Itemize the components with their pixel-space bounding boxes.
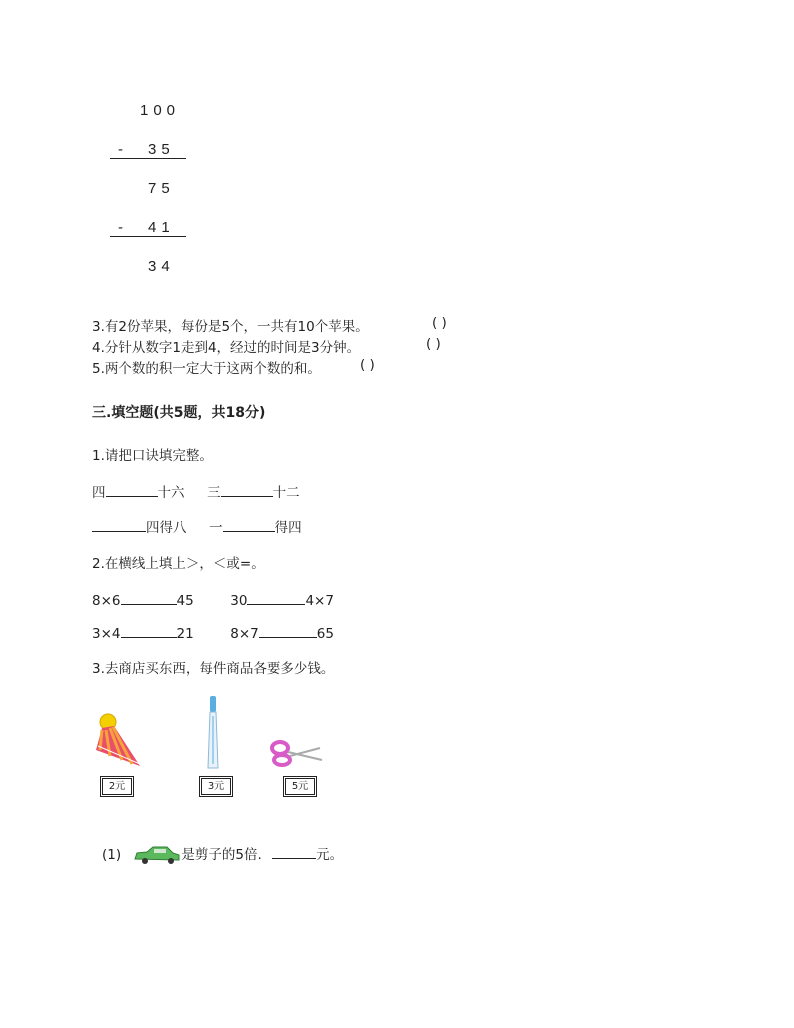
calc-row-1: 100 (140, 102, 181, 119)
q2-expr: 30 (230, 593, 248, 609)
calc-row-3: 75 (148, 180, 175, 197)
q2-blank-4[interactable] (259, 623, 317, 638)
calc-minus-2: - (118, 219, 128, 236)
q1-blank-1[interactable] (106, 482, 158, 497)
q1-text: 得四 (274, 520, 302, 536)
q2-expr: 3×4 (92, 626, 121, 642)
q1-text: 四得八 (146, 520, 187, 536)
calc-row-5: 34 (148, 258, 175, 275)
calc-rule-2 (110, 236, 186, 237)
q2-expr: 21 (176, 626, 194, 642)
judge-item-5: 5.两个数的积一定大于这两个数的和。 (92, 361, 321, 377)
car-icon (133, 845, 181, 865)
q2-expr: 45 (176, 593, 194, 609)
q2-prompt: 2.在横线上填上＞，＜或=。 (92, 556, 265, 572)
calc-row-4: 41 (148, 219, 175, 236)
judge-paren-4[interactable]: ( ) (426, 336, 441, 352)
q3-sub1-text: 是剪子的5倍. (181, 847, 262, 863)
q1-text: 十二 (272, 485, 300, 501)
q1-text: 三 (207, 485, 221, 501)
q1-text: 四 (92, 485, 106, 501)
q2-blank-1[interactable] (121, 590, 177, 605)
shuttlecock-icon (96, 712, 146, 770)
price-tag-1: 2元 (102, 778, 132, 795)
q2-row-2 (92, 623, 334, 642)
toothbrush-icon (202, 694, 224, 772)
q2-expr: 65 (316, 626, 334, 642)
judge-item-3: 3.有2份苹果，每份是5个，一共有10个苹果。 (92, 319, 369, 335)
judge-paren-5[interactable]: ( ) (360, 357, 375, 373)
q3-sub1-blank[interactable] (272, 844, 316, 859)
q1-row-1 (92, 481, 300, 501)
q1-prompt: 1.请把口诀填完整。 (92, 448, 213, 464)
q1-text: 十六 (157, 485, 185, 501)
q3-sub1 (102, 843, 343, 865)
price-tag-3: 5元 (285, 778, 315, 795)
calc-minus-1: - (118, 141, 128, 158)
calc-row-2: 35 (148, 141, 175, 158)
q1-text: 一 (209, 520, 223, 536)
q3-prompt: 3.去商店买东西，每件商品各要多少钱。 (92, 661, 335, 677)
judge-paren-3[interactable]: ( ) (432, 315, 447, 331)
q2-expr: 8×7 (230, 626, 259, 642)
q2-blank-3[interactable] (121, 623, 177, 638)
price-tag-2: 3元 (201, 778, 231, 795)
q3-sub1-prefix: (1) (102, 847, 122, 863)
q1-blank-2[interactable] (221, 482, 273, 497)
q3-sub1-unit: 元。 (316, 847, 344, 863)
q1-row-2 (92, 516, 302, 536)
q2-expr: 8×6 (92, 593, 121, 609)
q1-blank-3[interactable] (92, 517, 146, 532)
calc-rule-1 (110, 158, 186, 159)
judge-item-4: 4.分针从数字1走到4，经过的时间是3分钟。 (92, 340, 361, 356)
scissors-icon (270, 738, 324, 768)
section-title: 三.填空题(共5题，共18分) (92, 405, 266, 421)
q1-blank-4[interactable] (223, 517, 275, 532)
q2-blank-2[interactable] (247, 590, 305, 605)
q2-row-1 (92, 590, 334, 609)
q2-expr: 4×7 (305, 593, 334, 609)
